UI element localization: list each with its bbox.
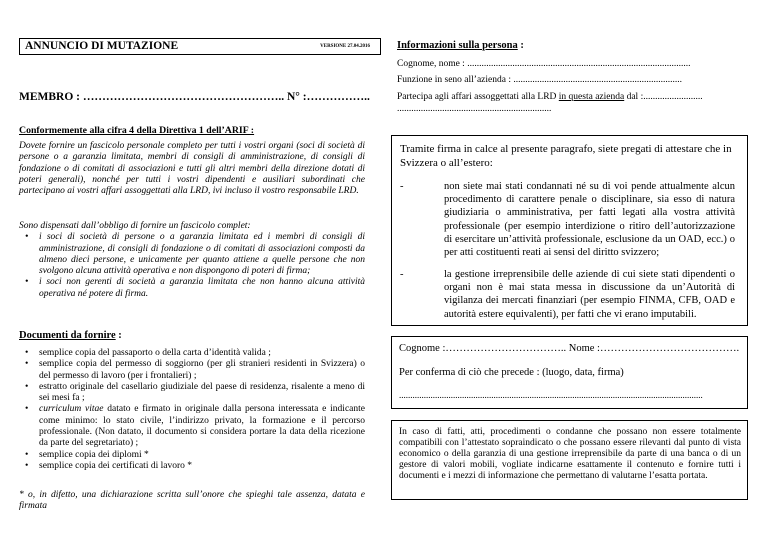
documents-heading xyxy=(19,330,122,341)
document-item: • semplice copia dei certificati di lavoro * xyxy=(19,461,365,472)
attestation-intro: Tramite firma in calce al presente paragrafo, siete pregati di attestare che in Svizzera o all’estero: xyxy=(400,143,732,169)
member-field[interactable]: MEMBRO : …………………………………………….. N° :…………….. xyxy=(19,91,370,103)
document-item-cv xyxy=(19,404,365,449)
directive-heading: Conformemente alla cifra 4 della Direttiva 1 dell’ARIF : xyxy=(19,125,255,136)
document-title: ANNUNCIO DI MUTAZIONE xyxy=(25,40,179,52)
cv-description: datato e firmato in originale dalla persona interessata e indicante come minimo: lo stato civile, l’indirizzo privato, la formazione e il percorso professionale. (Non datato, il documento si considera portare la data della ricezione da parte del segretariato) ; xyxy=(39,404,365,449)
attestation-box xyxy=(391,135,748,326)
attestation-item-text: la gestione irreprensibile delle aziende di cui siete stati dipendenti o organi non è mai stata messa in discussione da un’Autorità di vigilanza dei mercati finanziari (per esempio FINMA, CFB, OAD e autorità estere equivalenti), per fatti che vi erano imputabili. xyxy=(444,269,735,320)
signature-field[interactable]: ....................................................................................................................................... xyxy=(399,390,703,400)
document-item: • semplice copia del permesso di soggiorno (per gli stranieri residenti in Svizzera) o del permesso di lavoro (per i frontalieri) ; xyxy=(19,359,365,382)
cv-label: curriculum vitae xyxy=(39,404,104,415)
documents-heading-suffix: : xyxy=(115,330,122,341)
participation-underlined: in questa azienda xyxy=(558,92,625,102)
documents-section xyxy=(19,348,365,472)
function-field[interactable]: Funzione in seno all’azienda : ....................................................................... xyxy=(397,75,682,85)
footnote: * o, in difetto, una dichiarazione scritta sull’onore che spieghi tale assenza, datata e firmata xyxy=(19,490,365,512)
attestation-item xyxy=(400,180,735,259)
dash-marker: - xyxy=(400,269,404,280)
intro-paragraph: Dovete fornire un fascicolo personale completo per tutti i vostri organi (soci di società di persone o a garanzia limitata, membri di consigli di amministrazione, di consigli di fondazione o di comitati di associazioni e tutti gli altri membri della direzione dotati di poteri generali), nonché per tutti i vostri dipendenti e ausiliari subordinati che partecipano ai vostri affari assoggettati alla LRD, ivi incluso il vostro responsabile LRD. xyxy=(19,141,365,197)
exempt-list xyxy=(19,232,365,300)
exempt-section xyxy=(19,221,365,300)
surname-name-field[interactable]: Cognome, nome : .............................................................................................. xyxy=(397,59,691,69)
exempt-item: • i soci non gerenti di società a garanzia limitata che non hanno alcuna attività operativa né potere di firma. xyxy=(19,277,365,300)
attestation-item-text: non siete mai stati condannati né su di voi pende attualmente alcun procedimento di carattere penale o disciplinare, sia esso di natura giudiziaria o amministrativa, per fatti legati alla vostra attività professionale (per esempio interdizione o ritiro dell’autorizzazione di esercitare un’attività professionale, esclusione da un OAD, ecc.) o per atti costituenti reati ai sensi del diritto svizzero; xyxy=(444,181,735,259)
documents-heading-text: Documenti da fornire xyxy=(19,330,116,341)
participation-continuation[interactable]: ................................................................. xyxy=(397,104,552,114)
signature-name-line[interactable]: Cognome :…………………………….. Nome :…………………………………. xyxy=(399,343,740,354)
version-label: VERSIONE 27.04.2016 xyxy=(320,44,370,49)
document-item: • semplice copia del passaporto o della carta d’identità valida ; xyxy=(19,348,365,359)
participation-date: dal :......................... xyxy=(624,92,703,102)
document-item: • estratto originale del casellario giudiziale del paese di residenza, risalente a meno di sei mesi fa ; xyxy=(19,382,365,405)
info-heading-suffix: : xyxy=(517,40,524,51)
confirm-label: Per conferma di ciò che precede : (luogo, data, firma) xyxy=(399,367,624,378)
participation-field[interactable] xyxy=(397,92,703,103)
exempt-intro: Sono dispensati dall’obbligo di fornire un fascicolo complet: xyxy=(19,221,251,231)
participation-text: Partecipa agli affari assoggettati alla LRD xyxy=(397,92,559,102)
closing-text: In caso di fatti, atti, procedimenti o condanne che possano non essere totalmente compatibili con l’attestato sopraindicato o che possano essere rilevanti dal punto di vista economico o della garanzia di una gestione irreprensibile da parte di una banca o di un gestore di valori mobili, vogliate indicarne esattamente il contenuto e fornire tutti i documenti e i mezzi di informazione che permettano di valutarne l’esatta portata. xyxy=(399,427,741,481)
signature-box xyxy=(391,336,748,409)
dash-marker: - xyxy=(400,181,404,192)
info-heading-text: Informazioni sulla persona xyxy=(397,40,518,51)
attestation-item xyxy=(400,268,735,321)
document-item: • semplice copia dei diplomi * xyxy=(19,450,365,461)
closing-box xyxy=(391,420,748,500)
exempt-item: • i soci di società di persone o a garanzia limitata ed i membri di consigli di amministrazione, di consigli di fondazione o di comitati di associazioni composti da almeno dieci persone, e unicamente per quanto attiene a quelle persone che non svolgono alcuna attività operativa e non dispongono di poteri di firma; xyxy=(19,232,365,277)
info-heading xyxy=(397,40,524,51)
documents-list xyxy=(19,348,365,472)
title-box xyxy=(19,38,381,55)
